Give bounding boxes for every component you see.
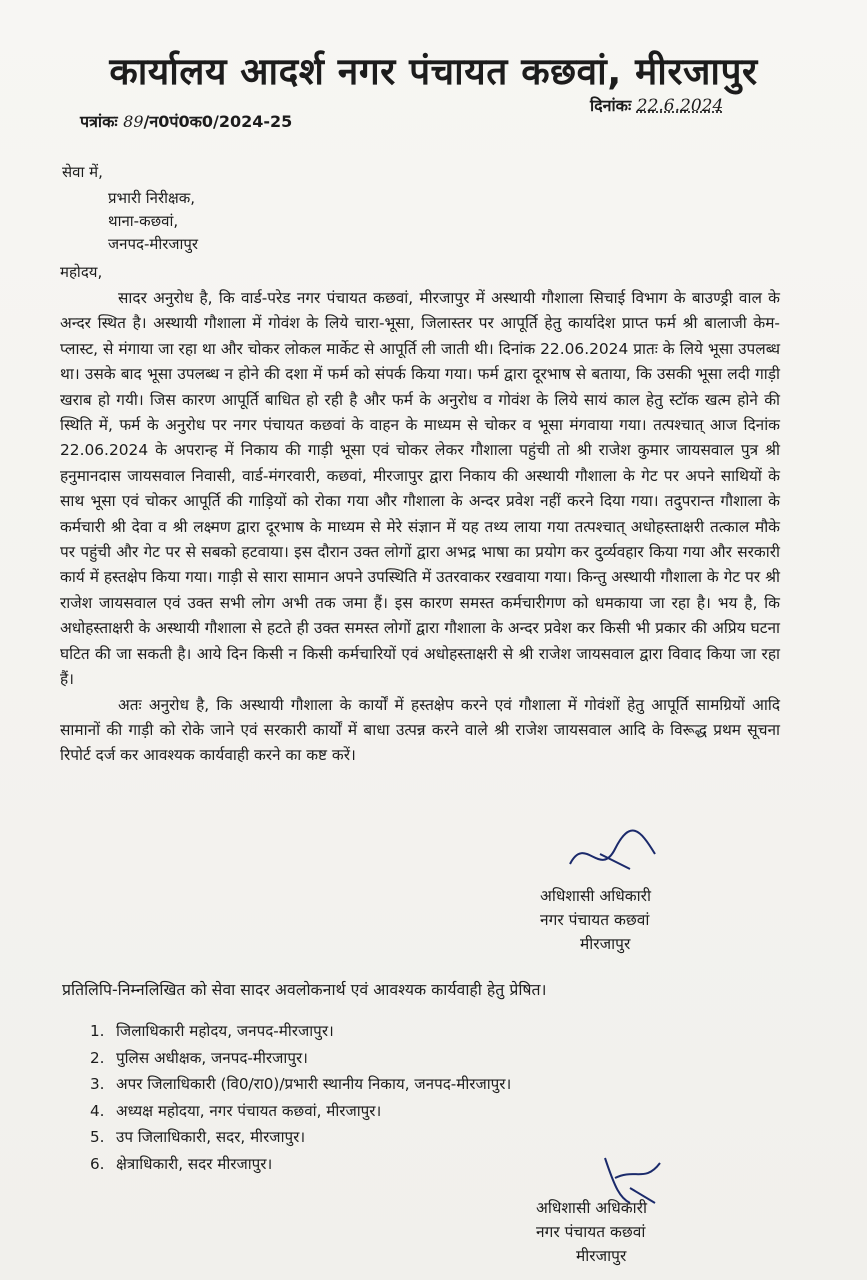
addressee-line3: जनपद-मीरजापुर [108,235,199,253]
salutation-to: सेवा में, [62,163,103,181]
list-item: 2. पुलिस अधीक्षक, जनपद-मीरजापुर। [90,1048,308,1067]
list-item: 5. उप जिलाधिकारी, सदर, मीरजापुर। [90,1128,306,1146]
signatory-place: मीरजापुर [576,1247,627,1265]
body-paragraph-2: अतः अनुरोध है, कि अस्थायी गौशाला के कार्यों में हस्तक्षेप करने एवं गौशाला में गोवंशों हेतु आपूर्ति सामग्रियों आदि सामानों की गाड़ी को रोके जाने एवं सरकारी कार्यों में बाधा उत्पन्न करने वाले श्री राजेश जायसवाल आदि के विरूद्ध प्रथम सूचना रिपोर्ट दर्ज कर आवश्यक कार्यवाही करने का कष्ट करें। [60,695,780,765]
addressee-line2: थाना-कछवां, [108,212,179,230]
letter-date [590,94,723,116]
signatory-office: नगर पंचायत कछवां [540,911,650,929]
list-item: 1. जिलाधिकारी महोदय, जनपद-मीरजापुर। [90,1022,334,1040]
office-heading: कार्यालय आदर्श नगर पंचायत कछवां, मीरजापुर [109,50,758,93]
signature-block-1 [540,884,651,956]
signatory-title: अधिशासी अधिकारी [536,1199,648,1217]
signatory-title: अधिशासी अधिकारी [540,887,652,905]
ref-label: पत्रांकः [80,112,118,131]
signatory-office: नगर पंचायत कछवां [536,1223,646,1241]
greeting: महोदय, [60,263,103,281]
signature-block-2 [536,1196,647,1268]
date-label: दिनांकः [590,96,632,115]
copy-list [90,1018,511,1177]
list-item: 4. अध्यक्ष महोदया, नगर पंचायत कछवां, मीरजापुर। [90,1101,382,1120]
ref-handwritten: 89 [123,112,144,131]
signatory-place: मीरजापुर [580,935,631,953]
body-paragraph-1: सादर अनुरोध है, कि वार्ड-परेड नगर पंचायत कछवां, मीरजापुर में अस्थायी गौशाला सिचाई विभाग के बाउण्ड्री वाल के अन्दर स्थित है। अस्थायी गौशाला में गोवंश के लिये चारा-भूसा, जिलास्तर पर आपूर्ति हेतु कार्यादेश प्राप्त फर्म श्री बालाजी केम-प्लास्ट, से मंगाया जा रहा था और चोकर लोकल मार्केट से आपूर्ति ली जाती थी। दिनांक 22.06.2024 प्रातः के लिये भूसा उपलब्ध था। उसके बाद भूसा उपलब्ध न होने की दशा में फर्म को संपर्क किया गया। फर्म द्वारा दूरभाष से बताया, कि उसकी भूसा लदी गाड़ी खराब हो गयी। जिस कारण आपूर्ति बाधित हो रही है और फर्म के अनुरोध व गोवंश के लिये सायं काल हेतु स्टॉक खत्म होने की स्थिति में, फर्म के अनुरोध पर नगर पंचायत कछवां के वाहन के माध्यम से चोकर व भूसा मंगवाया गया। तत्पश्चात् आज दिनांक 22.06.2024 के अपरान्ह में निकाय की गाड़ी भूसा एवं चोकर लेकर गौशाला पहुंची तो श्री राजेश कुमार जायसवाल पुत्र श्री हनुमानदास जायसवाल निवासी, वार्ड-मंगरवारी, कछवां, मीरजापुर द्वारा निकाय की अस्थायी गौशाला के गेट पर अपने साथियों के साथ भूसा एवं चोकर आपूर्ति की गाड़ियों को रोका गया और गौशाला के अन्दर प्रवेश नहीं करने दिया गया। तदुपरान्त गौशाला के कर्मचारी श्री देवा व श्री लक्ष्मण द्वारा दूरभाष के माध्यम से मेरे संज्ञान में यह तथ्य लाया गया तत्पश्चात् अधोहस्ताक्षरी तत्काल मौके पर पहुंची और गेट पर से सबको हटवाया। इस दौरान उक्त लोगों द्वारा अभद्र भाषा का प्रयोग कर दुर्व्यवहार किया गया और सरकारी कार्य में हस्तक्षेप किया गया। गाड़ी से सारा सामान अपने उपस्थिति में उतरवाकर रखवाया गया। किन्तु अस्थायी गौशाला के गेट पर श्री राजेश जायसवाल एवं उक्त सभी लोग अभी तक जमा हैं। इस कारण समस्त कर्मचारीगण को धमकाया जा रहा है। भय है, कि अधोहस्ताक्षरी के अस्थायी गौशाला से हटते ही उक्त समस्त लोगों द्वारा गौशाला के अन्दर प्रवेश कर किसी भी प्रकार की अप्रिय घटना घटित की जा सकती है। आये दिन किसी न किसी कर्मचारियों एवं अधोहस्ताक्षरी से श्री राजेश जायसवाल द्वारा विवाद किया जा रहा हैं। [60,289,781,689]
copy-heading: प्रतिलिपि-निम्नलिखित को सेवा सादर अवलोकनार्थ एवं आवश्यक कार्यवाही हेतु प्रेषित। [62,980,547,999]
letter-body [60,286,780,769]
ref-suffix: /न0पं0क0/2024-25 [143,112,293,131]
addressee-line1: प्रभारी निरीक्षक, [108,189,196,207]
signature-mark-1 [560,824,670,884]
list-item: 3. अपर जिलाधिकारी (वि0/रा0)/प्रभारी स्थानीय निकाय, जनपद-मीरजापुर। [90,1075,512,1093]
reference-number [80,110,292,132]
date-handwritten: 22.6.2024 [636,96,724,116]
list-item: 6. क्षेत्राधिकारी, सदर मीरजापुर। [90,1154,273,1173]
